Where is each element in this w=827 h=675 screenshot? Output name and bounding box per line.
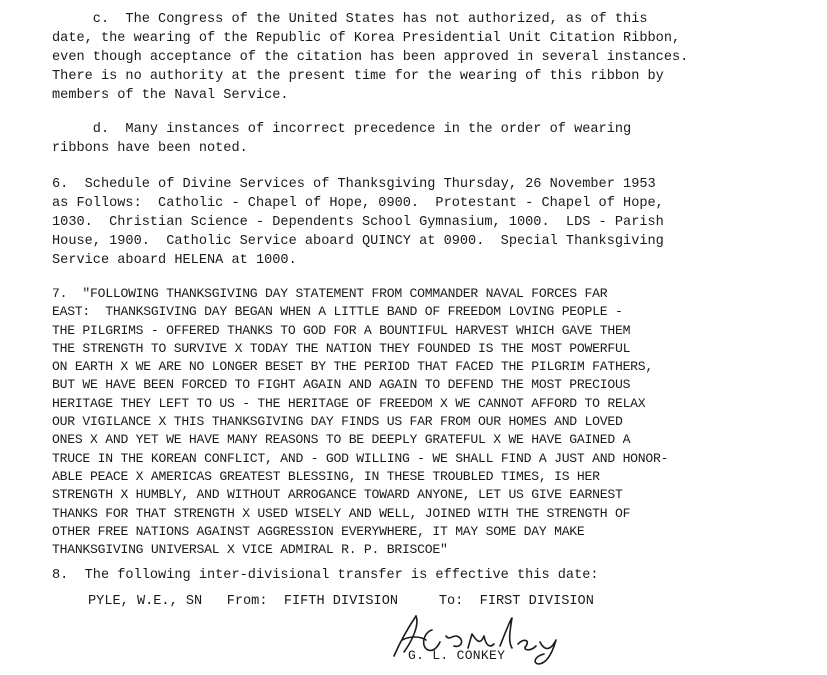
paragraph-7-line: HERITAGE THEY LEFT TO US - THE HERITAGE OF FREEDOM X WE CANNOT AFFORD TO RELAX bbox=[52, 395, 646, 411]
paragraph-c-line: There is no authority at the present time for the wearing of this ribbon by bbox=[52, 69, 664, 84]
paragraph-d-line: ribbons have been noted. bbox=[52, 141, 248, 156]
paragraph-8 bbox=[52, 566, 783, 585]
paragraph-7-line: THE PILGRIMS - OFFERED THANKS TO GOD FOR A BOUNTIFUL HARVEST WHICH GAVE THEM bbox=[52, 322, 631, 338]
paragraph-7-line: THANKSGIVING UNIVERSAL X VICE ADMIRAL R. P. BRISCOE" bbox=[52, 542, 448, 558]
paragraph-6-line: as Follows: Catholic - Chapel of Hope, 0900. Protestant - Chapel of Hope, bbox=[52, 196, 664, 211]
paragraph-7-line: 7. "FOLLOWING THANKSGIVING DAY STATEMENT FROM COMMANDER NAVAL FORCES FAR bbox=[52, 286, 608, 301]
paragraph-6 bbox=[52, 175, 783, 270]
paragraph-7-line: OUR VIGILANCE X THIS THANKSGIVING DAY FINDS US FAR FROM OUR HOMES AND LOVED bbox=[52, 414, 623, 430]
paragraph-6-line: House, 1900. Catholic Service aboard QUINCY at 0900. Special Thanksgiving bbox=[52, 234, 664, 249]
paragraph-d-line: d. Many instances of incorrect precedence in the order of wearing bbox=[52, 122, 632, 137]
paragraph-6-line: 1030. Christian Science - Dependents School Gymnasium, 1000. LDS - Parish bbox=[52, 215, 664, 230]
transfer-from-label: From: bbox=[226, 594, 268, 609]
paragraph-7-line: ON EARTH X WE ARE NO LONGER BESET BY THE PERIOD THAT FACED THE PILGRIM FATHERS, bbox=[52, 359, 653, 375]
transfer-from-value: FIFTH DIVISION bbox=[283, 594, 399, 609]
paragraph-7-line: STRENGTH X HUMBLY, AND WITHOUT ARROGANCE TOWARD ANYONE, LET US GIVE EARNEST bbox=[52, 487, 623, 503]
paragraph-c-line: c. The Congress of the United States has not authorized, as of this bbox=[52, 12, 648, 27]
paragraph-7-line: OTHER FREE NATIONS AGAINST AGGRESSION EVERYWHERE, IT MAY SOME DAY MAKE bbox=[52, 523, 585, 539]
paragraph-7-line: TRUCE IN THE KOREAN CONFLICT, AND - GOD WILLING - WE SHALL FIND A JUST AND HONOR- bbox=[52, 450, 669, 466]
paragraph-d bbox=[52, 120, 783, 158]
paragraph-7-line: THANKS FOR THAT STRENGTH X USED WISELY AND WELL, JOINED WITH THE STRENGTH OF bbox=[52, 505, 631, 521]
typed-signature-name: G. L. CONKEY bbox=[408, 648, 506, 663]
paragraph-7-thanksgiving-statement bbox=[52, 285, 783, 559]
paragraph-c-line: even though acceptance of the citation has been approved in several instances. bbox=[52, 50, 689, 65]
paragraph-7-line: ONES X AND YET WE HAVE MANY REASONS TO BE DEEPLY GRATEFUL X WE HAVE GAINED A bbox=[52, 432, 631, 448]
paragraph-7-line: ABLE PEACE X AMERICAS GREATEST BLESSING, IN THESE TROUBLED TIMES, IS HER bbox=[52, 468, 600, 484]
paragraph-7-line: EAST: THANKSGIVING DAY BEGAN WHEN A LITTLE BAND OF FREEDOM LOVING PEOPLE - bbox=[52, 304, 623, 320]
paragraph-7-line: BUT WE HAVE BEEN FORCED TO FIGHT AGAIN AND AGAIN TO DEFEND THE MOST PRECIOUS bbox=[52, 377, 631, 393]
transfer-to-label: To: bbox=[438, 594, 464, 609]
transfer-name: PYLE, W.E., SN bbox=[88, 594, 203, 609]
transfer-to-value: FIRST DIVISION bbox=[479, 594, 594, 609]
paragraph-c-line: members of the Naval Service. bbox=[52, 88, 289, 103]
paragraph-c-line: date, the wearing of the Republic of Korea Presidential Unit Citation Ribbon, bbox=[52, 31, 681, 46]
paragraph-6-line: Service aboard HELENA at 1000. bbox=[52, 253, 297, 268]
paragraph-7-line: THE STRENGTH TO SURVIVE X TODAY THE NATION THEY FOUNDED IS THE MOST POWERFUL bbox=[52, 340, 631, 356]
paragraph-8-line: 8. The following inter-divisional transfer is effective this date: bbox=[52, 568, 599, 583]
paragraph-c bbox=[52, 10, 783, 105]
paragraph-6-line: 6. Schedule of Divine Services of Thanksgiving Thursday, 26 November 1953 bbox=[52, 177, 656, 192]
